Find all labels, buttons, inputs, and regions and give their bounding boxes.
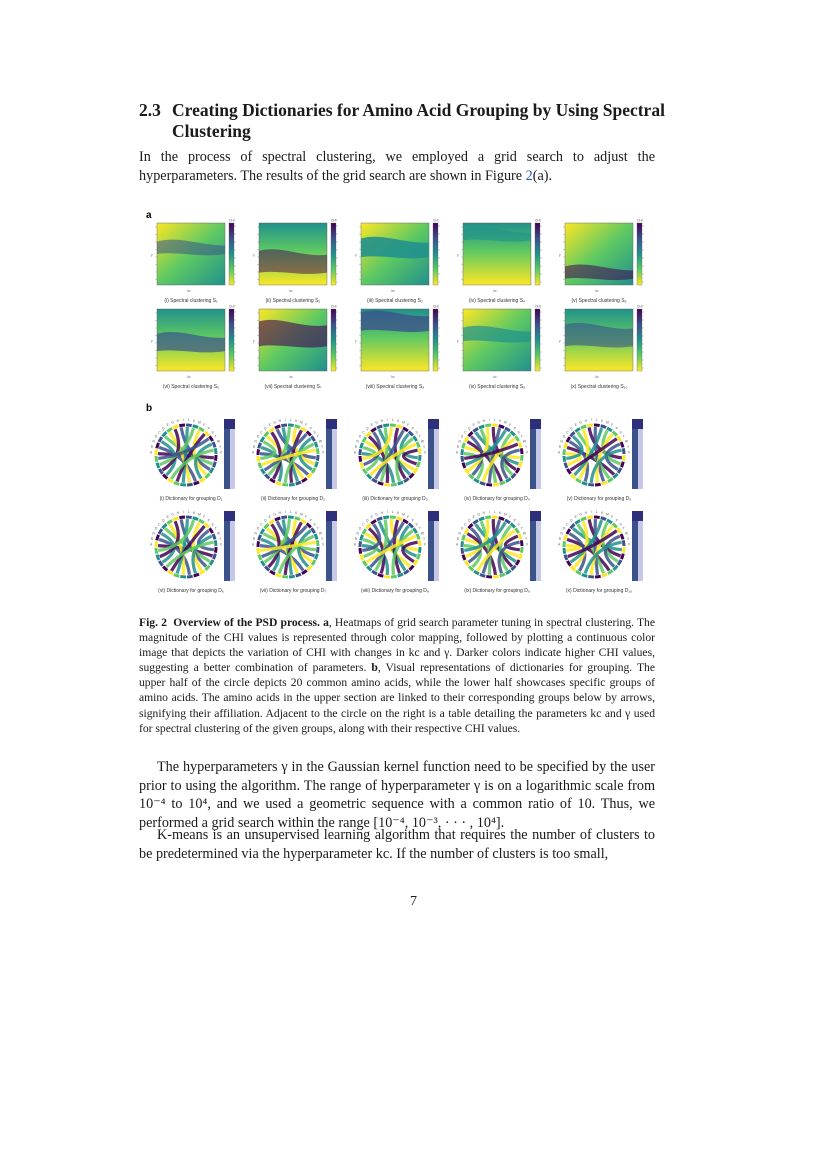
amino-acid-label: E bbox=[166, 423, 169, 428]
amino-acid-label: M bbox=[606, 420, 609, 425]
chord-caption: (vii) Dictionary for grouping D₇ bbox=[259, 588, 327, 594]
amino-acid-label: H bbox=[176, 510, 179, 515]
amino-acid-label: D bbox=[563, 434, 566, 439]
amino-acid-label: G bbox=[477, 512, 480, 517]
amino-acid-label: S bbox=[313, 430, 316, 435]
amino-acid-label: Y bbox=[320, 536, 324, 541]
amino-acid-label: P bbox=[309, 426, 312, 431]
heatmap-panel bbox=[355, 219, 440, 305]
amino-acid-label: C bbox=[464, 522, 467, 527]
intro-text: In the process of spectral clustering, we employed a grid search to adjust the hyperparameters. The results of the grid search are shown in Figure bbox=[139, 149, 655, 184]
heatmap-caption: (ii) Spectral clustering S₂ bbox=[265, 298, 321, 304]
x-axis-label: kc bbox=[391, 375, 395, 379]
amino-acid-label: K bbox=[601, 418, 604, 423]
chord-panel bbox=[150, 510, 235, 594]
amino-acid-label: C bbox=[362, 522, 365, 527]
y-axis-label: γ bbox=[559, 339, 561, 343]
amino-acid-label: Q bbox=[366, 518, 369, 523]
colorbar-label: CHI bbox=[331, 218, 337, 223]
amino-acid-label: H bbox=[278, 510, 281, 515]
amino-acid-label: L bbox=[493, 510, 496, 515]
amino-acid-label: R bbox=[252, 536, 256, 541]
chord-panel bbox=[354, 510, 439, 594]
amino-acid-label: C bbox=[566, 430, 569, 435]
amino-acid-label: Y bbox=[626, 444, 630, 449]
amino-acid-label: E bbox=[268, 423, 271, 428]
amino-acid-label: V bbox=[321, 542, 324, 547]
colorbar-label: CHI bbox=[637, 218, 643, 223]
amino-acid-label: A bbox=[354, 542, 357, 547]
amino-acid-label: Q bbox=[264, 426, 267, 431]
amino-acid-label: P bbox=[513, 518, 516, 523]
amino-acid-label: T bbox=[316, 434, 319, 439]
amino-acid-label: H bbox=[380, 418, 383, 423]
amino-acid-label: S bbox=[313, 522, 316, 527]
amino-acid-label: A bbox=[558, 542, 561, 547]
amino-acid-label: Q bbox=[468, 518, 471, 523]
amino-acid-label: L bbox=[493, 418, 496, 423]
amino-acid-label: V bbox=[525, 450, 528, 455]
amino-acid-label: T bbox=[622, 526, 625, 531]
amino-acid-label: W bbox=[624, 439, 628, 444]
colorbar-label: CHI bbox=[229, 218, 235, 223]
amino-acid-label: M bbox=[504, 512, 507, 517]
chord-panel bbox=[252, 418, 337, 502]
amino-acid-label: A bbox=[354, 450, 357, 455]
x-axis-label: kc bbox=[187, 289, 191, 293]
amino-acid-label: G bbox=[579, 420, 582, 425]
amino-acid-label: F bbox=[611, 515, 614, 520]
amino-acid-label: S bbox=[619, 430, 622, 435]
colorbar-label: CHI bbox=[433, 218, 439, 223]
heatmap-caption: (vi) Spectral clustering S₆ bbox=[162, 384, 220, 390]
amino-acid-label: Q bbox=[162, 518, 165, 523]
amino-acid-label: L bbox=[391, 510, 394, 515]
amino-acid-label: C bbox=[566, 522, 569, 527]
amino-acid-label: Y bbox=[626, 536, 630, 541]
amino-acid-label: G bbox=[273, 512, 276, 517]
amino-acid-label: T bbox=[418, 526, 421, 531]
amino-acid-label: M bbox=[606, 512, 609, 517]
figure-ref-link[interactable]: 2 bbox=[525, 167, 533, 184]
amino-acid-label: M bbox=[300, 420, 303, 425]
colorbar-label: CHI bbox=[229, 304, 235, 309]
heatmap-panel bbox=[355, 305, 440, 391]
amino-acid-label: S bbox=[211, 430, 214, 435]
amino-acid-label: P bbox=[207, 426, 210, 431]
amino-acid-label: I bbox=[386, 510, 388, 515]
amino-acid-label: T bbox=[214, 526, 217, 531]
amino-acid-label: D bbox=[461, 434, 464, 439]
amino-acid-label: M bbox=[300, 512, 303, 517]
amino-acid-label: K bbox=[397, 418, 400, 423]
amino-acid-label: I bbox=[590, 510, 592, 515]
x-axis-label: kc bbox=[595, 289, 599, 293]
colorbar-label: CHI bbox=[433, 304, 439, 309]
amino-acid-label: L bbox=[187, 418, 190, 423]
amino-acid-label: S bbox=[619, 522, 622, 527]
amino-acid-label: R bbox=[150, 536, 154, 541]
amino-acid-label: E bbox=[574, 515, 577, 520]
amino-acid-label: T bbox=[418, 434, 421, 439]
y-axis-label: γ bbox=[151, 253, 153, 257]
amino-acid-label: C bbox=[260, 430, 263, 435]
x-axis-label: kc bbox=[493, 375, 497, 379]
amino-acid-label: K bbox=[193, 418, 196, 423]
amino-acid-label: P bbox=[615, 518, 618, 523]
amino-acid-label: K bbox=[601, 510, 604, 515]
caption-b-label: b bbox=[371, 661, 378, 675]
amino-acid-label: E bbox=[370, 423, 373, 428]
amino-acid-label: T bbox=[622, 434, 625, 439]
amino-acid-label: E bbox=[166, 515, 169, 520]
amino-acid-label: P bbox=[513, 426, 516, 431]
amino-acid-label: P bbox=[207, 518, 210, 523]
amino-acid-label: V bbox=[525, 542, 528, 547]
amino-acid-label: C bbox=[260, 522, 263, 527]
y-axis-label: γ bbox=[355, 339, 357, 343]
amino-acid-label: G bbox=[375, 420, 378, 425]
amino-acid-label: A bbox=[558, 450, 561, 455]
chord-caption: (iv) Dictionary for grouping D₄ bbox=[464, 496, 530, 502]
caption-text-a: , Heatmaps of grid search parameter tuning in spectral clustering. The magnitude of the CHI values is represented through color mapping, followed by plotting a continuous color image that depicts the variation of CHI with changes in kc and γ. Darker colors indicate higher CHI values, suggesting a better combination of parameters. bbox=[139, 616, 656, 675]
amino-acid-label: T bbox=[214, 434, 217, 439]
amino-acid-label: R bbox=[456, 536, 460, 541]
heatmap-grid bbox=[151, 219, 644, 391]
amino-acid-label: K bbox=[193, 510, 196, 515]
amino-acid-label: F bbox=[305, 423, 308, 428]
amino-acid-label: V bbox=[423, 542, 426, 547]
chord-caption: (iii) Dictionary for grouping D₃ bbox=[362, 496, 428, 502]
amino-acid-label: Y bbox=[422, 444, 426, 449]
amino-acid-label: R bbox=[150, 444, 154, 449]
caption-a-label: a bbox=[323, 616, 329, 629]
amino-acid-label: R bbox=[354, 444, 358, 449]
amino-acid-label: N bbox=[254, 531, 257, 536]
amino-acid-label: T bbox=[520, 526, 523, 531]
heatmap-caption: (ix) Spectral clustering S₉ bbox=[468, 384, 526, 390]
amino-acid-label: E bbox=[370, 515, 373, 520]
amino-acid-label: N bbox=[458, 531, 461, 536]
amino-acid-label: S bbox=[415, 522, 418, 527]
amino-acid-label: Y bbox=[524, 536, 528, 541]
amino-acid-label: C bbox=[158, 430, 161, 435]
amino-acid-label: I bbox=[182, 418, 184, 423]
amino-acid-label: D bbox=[257, 434, 260, 439]
amino-acid-label: F bbox=[203, 515, 206, 520]
caption-text-b: , Visual representations of dictionaries for grouping. The upper half of the circle depicts 20 common amino acids, while the lower half showcases specific groups of amino acids. The amino acids in the upper section are linked to their corresponding groups below by arrows, signifying their affiliation. Adjacent to the circle on the right is a table detailing the parameters kc and γ used for spectral clustering of the given groups, along with their respective CHI values. bbox=[139, 661, 655, 735]
amino-acid-label: W bbox=[522, 531, 526, 536]
amino-acid-label: E bbox=[472, 423, 475, 428]
amino-acid-label: L bbox=[391, 418, 394, 423]
y-axis-label: γ bbox=[457, 339, 459, 343]
colorbar-label: CHI bbox=[331, 304, 337, 309]
amino-acid-label: H bbox=[278, 418, 281, 423]
amino-acid-label: N bbox=[356, 439, 359, 444]
amino-acid-label: V bbox=[219, 542, 222, 547]
amino-acid-label: A bbox=[252, 450, 255, 455]
amino-acid-label: K bbox=[295, 510, 298, 515]
amino-acid-label: Y bbox=[524, 444, 528, 449]
y-axis-label: γ bbox=[559, 253, 561, 257]
panel-a-label: a bbox=[146, 210, 152, 221]
amino-acid-label: D bbox=[359, 434, 362, 439]
amino-acid-label: I bbox=[488, 418, 490, 423]
amino-acid-label: P bbox=[411, 426, 414, 431]
amino-acid-label: I bbox=[590, 418, 592, 423]
amino-acid-label: G bbox=[375, 512, 378, 517]
heatmap-panel bbox=[253, 219, 338, 305]
heatmap-caption: (x) Spectral clustering S₁₀ bbox=[570, 384, 628, 390]
chord-caption: (vi) Dictionary for grouping D₆ bbox=[158, 588, 224, 594]
amino-acid-label: D bbox=[257, 526, 260, 531]
amino-acid-label: T bbox=[520, 434, 523, 439]
amino-acid-label: F bbox=[305, 515, 308, 520]
amino-acid-label: F bbox=[407, 423, 410, 428]
amino-acid-label: R bbox=[354, 536, 358, 541]
amino-acid-label: R bbox=[558, 536, 562, 541]
amino-acid-label: W bbox=[420, 439, 424, 444]
amino-acid-label: H bbox=[584, 418, 587, 423]
amino-acid-label: R bbox=[558, 444, 562, 449]
chord-caption: (viii) Dictionary for grouping D₈ bbox=[361, 588, 429, 594]
chord-diagram-grid bbox=[150, 418, 643, 594]
amino-acid-label: L bbox=[187, 510, 190, 515]
amino-acid-label: R bbox=[456, 444, 460, 449]
amino-acid-label: K bbox=[499, 418, 502, 423]
x-axis-label: kc bbox=[595, 375, 599, 379]
amino-acid-label: D bbox=[155, 434, 158, 439]
panel-b-label: b bbox=[146, 403, 153, 414]
amino-acid-label: W bbox=[420, 531, 424, 536]
amino-acid-label: S bbox=[415, 430, 418, 435]
chord-caption: (v) Dictionary for grouping D₅ bbox=[566, 496, 632, 502]
amino-acid-label: F bbox=[509, 423, 512, 428]
amino-acid-label: K bbox=[499, 510, 502, 515]
y-axis-label: γ bbox=[457, 253, 459, 257]
heatmap-caption: (vii) Spectral clustering S₇ bbox=[264, 384, 322, 390]
chord-caption: (ii) Dictionary for grouping D₂ bbox=[260, 496, 326, 502]
y-axis-label: γ bbox=[151, 339, 153, 343]
amino-acid-label: Y bbox=[218, 444, 222, 449]
amino-acid-label: M bbox=[402, 420, 405, 425]
amino-acid-label: Y bbox=[422, 536, 426, 541]
amino-acid-label: Q bbox=[264, 518, 267, 523]
amino-acid-label: D bbox=[461, 526, 464, 531]
caption-title: Overview of the PSD process. bbox=[173, 616, 320, 629]
x-axis-label: kc bbox=[289, 289, 293, 293]
figure-2 bbox=[141, 205, 657, 597]
amino-acid-label: F bbox=[509, 515, 512, 520]
chord-caption: (ix) Dictionary for grouping D₉ bbox=[464, 588, 530, 594]
amino-acid-label: V bbox=[219, 450, 222, 455]
heatmap-panel bbox=[559, 219, 644, 305]
amino-acid-label: G bbox=[579, 512, 582, 517]
amino-acid-label: F bbox=[407, 515, 410, 520]
heatmap-caption: (i) Spectral clustering S₁ bbox=[164, 298, 218, 304]
amino-acid-label: W bbox=[624, 531, 628, 536]
y-axis-label: γ bbox=[253, 339, 255, 343]
heatmap-panel bbox=[457, 305, 542, 391]
amino-acid-label: W bbox=[522, 439, 526, 444]
intro-tail: (a). bbox=[532, 167, 553, 184]
y-axis-label: γ bbox=[355, 253, 357, 257]
chord-panel bbox=[558, 510, 643, 594]
amino-acid-label: A bbox=[252, 542, 255, 547]
x-axis-label: kc bbox=[391, 289, 395, 293]
intro-paragraph bbox=[139, 148, 655, 185]
amino-acid-label: S bbox=[517, 522, 520, 527]
amino-acid-label: E bbox=[472, 515, 475, 520]
amino-acid-label: W bbox=[216, 531, 220, 536]
amino-acid-label: C bbox=[464, 430, 467, 435]
amino-acid-label: L bbox=[289, 510, 292, 515]
amino-acid-label: G bbox=[477, 420, 480, 425]
amino-acid-label: W bbox=[318, 531, 322, 536]
amino-acid-label: A bbox=[150, 450, 153, 455]
amino-acid-label: M bbox=[198, 420, 201, 425]
chord-caption: (x) Dictionary for grouping D₁₀ bbox=[565, 588, 633, 594]
amino-acid-label: M bbox=[504, 420, 507, 425]
amino-acid-label: A bbox=[456, 542, 459, 547]
heatmap-caption: (viii) Spectral clustering S₈ bbox=[365, 384, 425, 390]
amino-acid-label: M bbox=[402, 512, 405, 517]
chord-panel bbox=[456, 510, 541, 594]
body-paragraph-2: K-means is an unsupervised learning algorithm that requires the number of clusters to be predetermined via the hyperparameter kc. If the number of clusters is too small, bbox=[139, 827, 655, 862]
x-axis-label: kc bbox=[187, 375, 191, 379]
x-axis-label: kc bbox=[289, 375, 293, 379]
heatmap-panel bbox=[253, 305, 338, 391]
amino-acid-label: E bbox=[574, 423, 577, 428]
amino-acid-label: L bbox=[595, 510, 598, 515]
amino-acid-label: I bbox=[182, 510, 184, 515]
caption-label: Fig. 2 bbox=[139, 616, 167, 629]
amino-acid-label: I bbox=[284, 510, 286, 515]
amino-acid-label: Y bbox=[320, 444, 324, 449]
y-axis-label: γ bbox=[253, 253, 255, 257]
amino-acid-label: Y bbox=[218, 536, 222, 541]
chord-panel bbox=[558, 418, 643, 502]
amino-acid-label: C bbox=[362, 430, 365, 435]
amino-acid-label: Q bbox=[366, 426, 369, 431]
amino-acid-label: L bbox=[595, 418, 598, 423]
figure-caption bbox=[139, 615, 655, 736]
amino-acid-label: L bbox=[289, 418, 292, 423]
chord-panel bbox=[150, 418, 235, 502]
heatmap-panel bbox=[559, 305, 644, 391]
amino-acid-label: D bbox=[563, 526, 566, 531]
colorbar-label: CHI bbox=[637, 304, 643, 309]
amino-acid-label: T bbox=[316, 526, 319, 531]
chord-caption: (i) Dictionary for grouping D₁ bbox=[159, 496, 223, 502]
amino-acid-label: K bbox=[397, 510, 400, 515]
body-paragraph-1: The hyperparameters γ in the Gaussian kernel function need to be specified by the user prior to using the algorithm. The range of hyperparameter γ is on a logarithmic scale from 10⁻⁴ to 10⁴, and we used a geometric sequence with a common ratio of 10. Thus, we performed a grid search within the range [10⁻⁴, 10⁻³, · · · , 10⁴]. bbox=[139, 759, 655, 831]
amino-acid-label: G bbox=[273, 420, 276, 425]
heatmap-panel bbox=[151, 305, 236, 391]
amino-acid-label: A bbox=[150, 542, 153, 547]
amino-acid-label: E bbox=[268, 515, 271, 520]
heatmap-caption: (iv) Spectral clustering S₄ bbox=[468, 298, 526, 304]
heatmap-caption: (v) Spectral clustering S₅ bbox=[571, 298, 627, 304]
amino-acid-label: D bbox=[359, 526, 362, 531]
amino-acid-label: N bbox=[560, 531, 563, 536]
amino-acid-label: M bbox=[198, 512, 201, 517]
amino-acid-label: N bbox=[152, 439, 155, 444]
section-title: Creating Dictionaries for Amino Acid Grouping by Using Spectral Clustering bbox=[172, 100, 665, 141]
chord-panel bbox=[456, 418, 541, 502]
amino-acid-label: P bbox=[309, 518, 312, 523]
amino-acid-label: N bbox=[356, 531, 359, 536]
amino-acid-label: N bbox=[560, 439, 563, 444]
amino-acid-label: K bbox=[295, 418, 298, 423]
amino-acid-label: P bbox=[615, 426, 618, 431]
amino-acid-label: H bbox=[584, 510, 587, 515]
colorbar-label: CHI bbox=[535, 218, 541, 223]
amino-acid-label: G bbox=[171, 512, 174, 517]
amino-acid-label: S bbox=[517, 430, 520, 435]
amino-acid-label: I bbox=[284, 418, 286, 423]
amino-acid-label: W bbox=[318, 439, 322, 444]
amino-acid-label: N bbox=[458, 439, 461, 444]
amino-acid-label: A bbox=[456, 450, 459, 455]
amino-acid-label: Q bbox=[162, 426, 165, 431]
chord-panel bbox=[354, 418, 439, 502]
amino-acid-label: Q bbox=[570, 518, 573, 523]
heatmap-caption: (iii) Spectral clustering S₃ bbox=[367, 298, 423, 304]
amino-acid-label: P bbox=[411, 518, 414, 523]
amino-acid-label: H bbox=[482, 418, 485, 423]
x-axis-label: kc bbox=[493, 289, 497, 293]
colorbar-label: CHI bbox=[535, 304, 541, 309]
amino-acid-label: I bbox=[386, 418, 388, 423]
amino-acid-label: N bbox=[254, 439, 257, 444]
amino-acid-label: H bbox=[482, 510, 485, 515]
amino-acid-label: G bbox=[171, 420, 174, 425]
amino-acid-label: V bbox=[321, 450, 324, 455]
amino-acid-label: H bbox=[176, 418, 179, 423]
amino-acid-label: D bbox=[155, 526, 158, 531]
chord-panel bbox=[252, 510, 337, 594]
amino-acid-label: I bbox=[488, 510, 490, 515]
amino-acid-label: H bbox=[380, 510, 383, 515]
amino-acid-label: Q bbox=[570, 426, 573, 431]
amino-acid-label: V bbox=[627, 450, 630, 455]
section-heading bbox=[139, 100, 669, 142]
amino-acid-label: F bbox=[611, 423, 614, 428]
amino-acid-label: C bbox=[158, 522, 161, 527]
amino-acid-label: F bbox=[203, 423, 206, 428]
amino-acid-label: V bbox=[423, 450, 426, 455]
amino-acid-label: N bbox=[152, 531, 155, 536]
amino-acid-label: W bbox=[216, 439, 220, 444]
amino-acid-label: Q bbox=[468, 426, 471, 431]
heatmap-panel bbox=[457, 219, 542, 305]
section-number: 2.3 bbox=[139, 100, 161, 120]
amino-acid-label: S bbox=[211, 522, 214, 527]
page-number: 7 bbox=[410, 894, 417, 909]
amino-acid-label: R bbox=[252, 444, 256, 449]
amino-acid-label: V bbox=[627, 542, 630, 547]
heatmap-panel bbox=[151, 219, 236, 305]
